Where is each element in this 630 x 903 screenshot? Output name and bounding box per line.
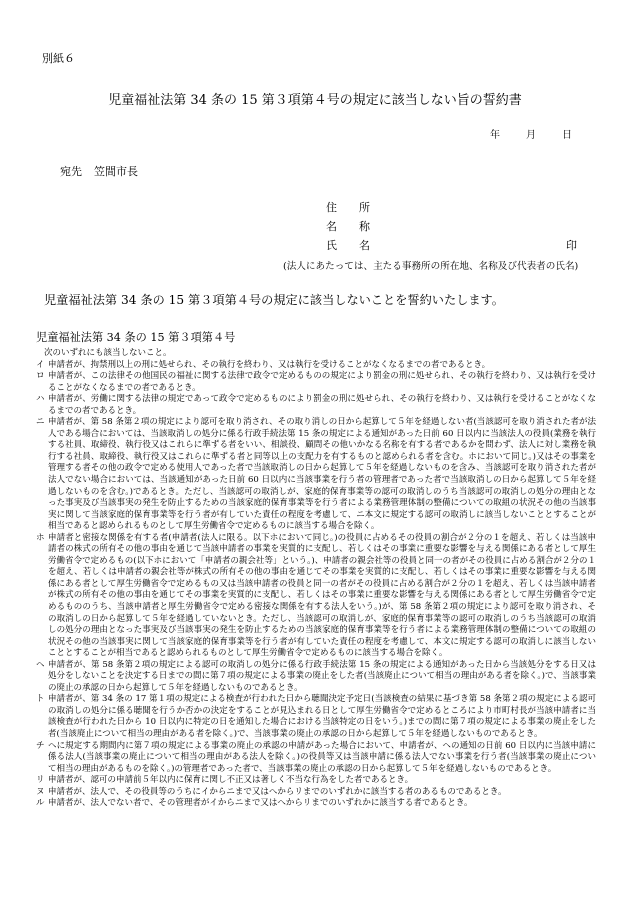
- item-mark: ハ: [36, 394, 45, 405]
- item-mark: ヌ: [36, 786, 45, 797]
- item-mark: イ: [36, 359, 45, 370]
- item-mark: ニ: [36, 417, 45, 428]
- item-text: 申請者が、この法律その他国民の福祉に関する法律で政令で定めるものの規定により罰金の刑に処せられ、その執行を終わり、又は執行を受けることがなくなるまでの者であるとき。: [48, 371, 596, 393]
- item-mark: ヘ: [36, 659, 45, 670]
- item-mark: ル: [36, 798, 45, 809]
- provision-item-ni: [36, 417, 596, 532]
- address-label: 住 所: [326, 201, 370, 214]
- item-text: 申請者が、拘禁刑以上の刑に処せられ、その執行を終わり、又は執行を受けることがなくなるまでの者であるとき。: [48, 359, 491, 370]
- provision-item-chi: [36, 741, 596, 776]
- provision-item-ha: [36, 394, 596, 417]
- legal-provision-section: [36, 329, 596, 810]
- provision-item-to: [36, 694, 596, 740]
- form-number-label: 別紙６: [42, 52, 75, 65]
- provision-item-nu: [36, 787, 596, 799]
- item-text: ヘに規定する期間内に第７項の規定による事業の廃止の承認の申請があった場合において、申請者が、ヘの通知の日前 60 日以内に当該申請に係る法人(当該事業の廃止について相当の理由がある法人を除く。)の役員等又は当該申請に係る法人でない事業を行う者(当該事業の廃止について相当の理由があるものを除く。)の管理者であった者で、当該事業の廃止の承認の日から起算して５年を経過しないものであるとき。: [48, 740, 596, 774]
- item-text: 申請者が、法人でない者で、その管理者がイからニまで又はへからリまでのいずれかに該当する者であるとき。: [48, 798, 473, 809]
- addressee-prefix: 宛先: [60, 165, 82, 178]
- representative-name-label: 氏 名: [326, 239, 370, 252]
- item-mark: ホ: [36, 532, 45, 543]
- provision-item-ho: [36, 533, 596, 660]
- item-mark: ロ: [36, 371, 45, 382]
- item-mark: リ: [36, 775, 45, 786]
- date-year-label: 年: [490, 130, 500, 141]
- item-text: 申請者が、労働に関する法律の規定であって政令で定めるものにより罰金の刑に処せられ、その執行を終わり、又は執行を受けることがなくなるまでの者であるとき。: [48, 394, 596, 416]
- item-text: 申請者が、第 58 条第２項の規定による認可の取消しの処分に係る行政手続法第 15 条の規定による通知があった日から当該処分をする日又は処分をしないことを決定する日までの間に第７項の規定による事業の廃止をした者(当該廃止について相当の理由がある者を除く。)で、当該事業の廃止の承認の日から起算して５年を経過しないものであるとき。: [48, 659, 596, 693]
- item-text: 申請者が、法人で、その役員等のうちにイからニまで又はへからリまでのいずれかに該当する者のあるものであるとき。: [48, 786, 507, 797]
- section-heading: 児童福祉法第 34 条の 15 第３項第４号: [36, 331, 236, 344]
- item-text: 申請者と密接な関係を有する者(申請者(法人に限る。以下ホにおいて同じ。)の役員に占めるその役員の割合が２分の１を超え、若しくは当該申請者の株式の所有その他の事由を通じて当該申請者の事業を実質的に支配し、若しくはその事業に重要な影響を与える関係にある者として厚生労働省令で定めるもの(以下ホにおいて「申請者の親会社等」という。)、申請者の親会社等の役員と同一の者がその役員に占める割合が２分の１を超え、若しくは申請者の親会社等が株式の所有その他の事由を通じてその事業を実質的に支配し、若しくはその事業に重要な影響を与える関係にある者として厚生労働省令で定めるもの又は当該申請者の役員と同一の者がその役員に占める割合が２分の１を超え、若しくは当該申請者が株式の所有その他の事由を通じてその事業を実質的に支配し、若しくはその事業に重要な影響を与える関係にある者として厚生労働省令で定めるもののうち、当該申請者と厚生労働省令で定める密接な関係を有する法人をいう。)が、第 58 条第２項の規定により認可を取り消され、その取消しの日から起算して５年を経過していないとき。ただし、当該認可の取消しが、家庭的保育事業等の認可の取消しのうち当該認可の取消しの処分の理由となった事実及び当該事実の発生を防止するための当該家庭的保育事業等を行う者による業務管理体制の整備についての取組の状況その他の当該事実に関して当該家庭的保育事業等を行う者が有していた責任の程度を考慮して、本文に規定する認可の取消しに該当しないこととすることが相当であると認められるものとして厚生労働省令で定めるものに該当する場合を除く。: [48, 532, 596, 659]
- provision-item-ru: [36, 798, 596, 810]
- applicant-note: (法人にあたっては、主たる事務所の所在地、名称及び代表者の氏名): [283, 261, 579, 272]
- item-text: 申請者が、第 58 条第２項の規定により認可を取り消され、その取り消しの日から起算して５年を経過しない者(当該認可を取り消された者が法人である場合においては、当該取消しの処分に係る行政手続法第 15 条の規定による通知があった日前 60 日以内に当該法人の役員(業務を執行する社員、取締役、執行役又はこれらに準ずる者をいい、相談役、顧問その他いかなる名称を有する者であるかを問わず、法人に対し業務を執行する社員、取締役、執行役又はこれらに準ずる者と同等以上の支配力を有するものと認められる者を含む。ホにおいて同じ。)又はその事業を管理する者その他の政令で定める使用人であった者で当該取消しの日から起算して５年を経過しないものを含み、当該認可を取り消された者が法人でない場合においては、当該通知があった日前 60 日以内に当該事業を行う者の管理者であった者で当該取消しの日から起算して５年を経過しないものを含む。)であるとき。ただし、当該認可の取消しが、家庭的保育事業等の認可の取消しのうち当該認可の取消しの処分の理由となった事実及び当該事実の発生を防止するための当該家庭的保育事業等を行う者による業務管理体制の整備についての取組の状況その他の当該事実に関して当該家庭的保育事業等を行う者が有していた責任の程度を考慮して、ニ本文に規定する認可の取消しに該当しないこととすることが相当であると認められるものとして厚生労働省令で定めるものに該当する場合を除く。: [48, 417, 596, 532]
- item-text: 申請者が、第 34 条の 17 第１項の規定による検査が行われた日から聴聞決定予定日(当該検査の結果に基づき第 58 条第２項の規定による認可の取消しの処分に係る聴聞を行うか否かの決定をすることが見込まれる日として厚生労働省令で定めるところにより市町村長が当該申請者に当該検査が行われた日から 10 日以内に特定の日を通知した場合における当該特定の日をいう。)までの間に第７項の規定による事業の廃止をした者(当該廃止について相当の理由がある者を除く。)で、当該事業の廃止の承認の日から起算して５年を経過しないものであるとき。: [48, 694, 596, 739]
- addressee-name: 笠間市長: [94, 165, 138, 178]
- document-title: 児童福祉法第 34 条の 15 第３項第４号の規定に該当しない旨の誓約書: [108, 93, 522, 108]
- seal-mark: 印: [566, 239, 577, 252]
- date-day-label: 日: [562, 130, 572, 141]
- provision-item-he: [36, 660, 596, 695]
- organization-name-label: 名 称: [326, 220, 370, 233]
- provision-item-ri: [36, 775, 596, 787]
- date-line: [464, 126, 572, 141]
- section-intro: 次のいずれにも該当しないこと。: [44, 348, 172, 358]
- addressee: [60, 163, 138, 179]
- date-month-label: 月: [526, 130, 536, 141]
- provision-item-ro: [36, 371, 596, 394]
- item-mark: ト: [36, 694, 45, 705]
- item-mark: チ: [36, 740, 45, 751]
- item-text: 申請者が、認可の申請前５年以内に保育に関し不正又は著しく不当な行為をした者であるとき。: [48, 775, 414, 786]
- declaration-statement: 児童福祉法第 34 条の 15 第３項第４号の規定に該当しないことを誓約いたします。: [44, 293, 504, 307]
- provision-item-i: [36, 360, 596, 372]
